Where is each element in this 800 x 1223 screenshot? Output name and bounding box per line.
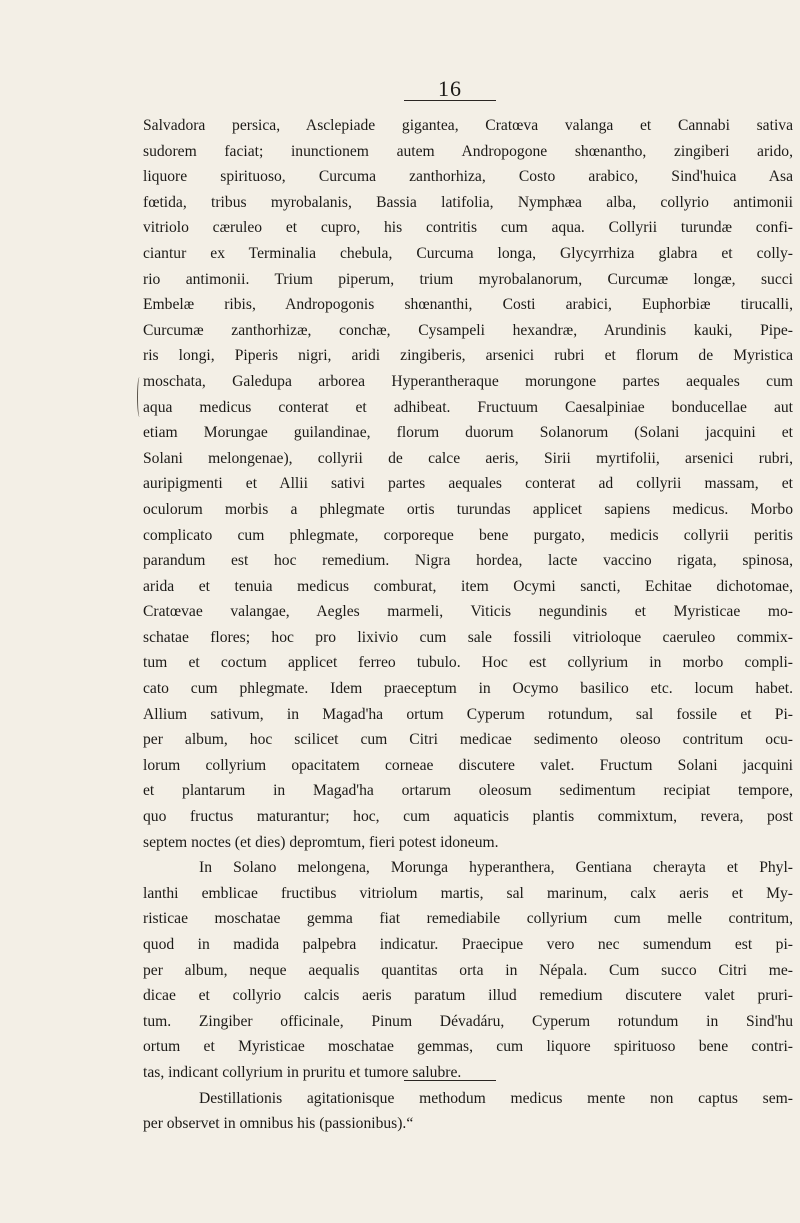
text-line: per album, hoc scilicet cum Citri medicae sedimento oleoso contritum ocu- [143, 731, 793, 749]
text-line: tum et coctum applicet ferreo tubulo. Hoc est collyrium in morbo compli- [143, 654, 793, 672]
text-line: quod in madida palpebra indicatur. Praecipue vero nec sumendum est pi- [143, 936, 793, 953]
text-line: lanthi emblicae fructibus vitriolum martis, sal marinum, calx aeris et My- [143, 884, 793, 902]
text-line: Destillationis agitationisque methodum medicus mente non captus sem- [199, 1089, 793, 1107]
text-line: Curcumæ zanthorhizæ, conchæ, Cysampeli hexandræ, Arundinis kauki, Pipe- [143, 321, 793, 339]
text-line: etiam Morungae guilandinae, florum duorum Solanorum (Solani jacquini et [143, 424, 793, 442]
text-line: Allium sativum, in Magad'ha ortum Cyperum rotundum, sal fossile et Pi- [143, 705, 793, 723]
text-line: ris longi, Piperis nigri, aridi zingiberis, arsenici rubri et florum de Myristica [143, 347, 793, 365]
text-line: Solani melongenae), collyrii de calce aeris, Sirii myrtifolii, arsenici rubri, [143, 449, 793, 467]
text-line: ortum et Myristicae moschatae gemmas, cum liquore spirituoso bene contri- [143, 1038, 793, 1056]
text-line: liquore spirituoso, Curcuma zanthorhiza, Costo arabico, Sind'huica Asa [143, 168, 793, 186]
text-line: complicato cum phlegmate, corporeque bene purgato, medicis collyrii peritis [143, 526, 793, 544]
text-line: auripigmenti et Allii sativi partes aequales conterat ad collyrii massam, et [143, 475, 793, 493]
text-line: parandum est hoc remedium. Nigra hordea, lacte vaccino rigata, spinosa, [143, 552, 793, 570]
text-line: risticae moschatae gemma fiat remediabile collyrium cum melle contritum, [143, 910, 793, 928]
text-line: rio antimonii. Trium piperum, trium myrobalanorum, Curcumæ longæ, succi [143, 270, 793, 288]
body-text [143, 113, 793, 1137]
text-line: sudorem faciat; inunctionem autem Andropogone shœnantho, zingiberi arido, [143, 142, 793, 160]
text-line: quo fructus maturantur; hoc, cum aquaticis plantis commixtum, revera, post [143, 808, 793, 826]
text-line: ciantur ex Terminalia chebula, Curcuma longa, Glycyrrhiza glabra et colly- [143, 244, 793, 262]
header-rule [404, 100, 496, 101]
text-line: In Solano melongena, Morunga hyperanthera, Gentiana cherayta et Phyl- [199, 859, 793, 877]
text-line: moschata, Galedupa arborea Hyperantheraque morungone partes aequales cum [143, 372, 793, 390]
text-line: fœtida, tribus myrobalanis, Bassia latifolia, Nymphæa alba, collyrio antimonii [143, 193, 793, 211]
text-line: per album, neque aequalis quantitas orta in Népala. Cum succo Citri me- [143, 961, 793, 979]
text-line: septem noctes (et dies) depromtum, fieri potest idoneum. [143, 833, 499, 851]
text-line: Salvadora persica, Asclepiade gigantea, Cratœva valanga et Cannabi sativa [143, 117, 793, 134]
text-line: aqua medicus conterat et adhibeat. Fructuum Caesalpiniae bonducellae aut [143, 398, 793, 416]
text-line: et plantarum in Magad'ha ortarum oleosum sedimentum recipiat tempore, [143, 782, 793, 800]
margin-bracket-mark [137, 377, 142, 417]
text-line: schatae flores; hoc pro lixivio cum sale fossili vitrioloque caeruleo commix- [143, 628, 793, 646]
text-line: Cratœvae valangae, Aegles marmeli, Viticis negundinis et Myristicae mo- [143, 603, 793, 621]
text-line: Embelæ ribis, Andropogonis shœnanthi, Costi arabici, Euphorbiæ tirucalli, [143, 296, 793, 314]
text-line: vitriolo cæruleo et cupro, his contritis cum aqua. Collyrii turundæ confi- [143, 219, 793, 237]
footer-rule [404, 1080, 496, 1081]
text-line: arida et tenuia medicus comburat, item Ocymi sancti, Echitae dichotomae, [143, 577, 793, 595]
text-line: oculorum morbis a phlegmate ortis turundas applicet sapiens medicus. Morbo [143, 500, 793, 518]
text-line: dicae et collyrio calcis aeris paratum illud remedium discutere valet pruri- [143, 987, 793, 1005]
page-number: 16 [438, 76, 462, 101]
text-line: per observet in omnibus his (passionibus).“ [143, 1115, 414, 1133]
text-line: tum. Zingiber officinale, Pinum Dévadáru, Cyperum rotundum in Sind'hu [143, 1012, 793, 1030]
text-line: lorum collyrium opacitatem corneae discutere valet. Fructum Solani jacquini [143, 756, 793, 774]
text-line: cato cum phlegmate. Idem praeceptum in Ocymo basilico etc. locum habet. [143, 680, 793, 698]
text-line: tas, indicant collyrium in pruritu et tumore salubre. [143, 1063, 462, 1081]
